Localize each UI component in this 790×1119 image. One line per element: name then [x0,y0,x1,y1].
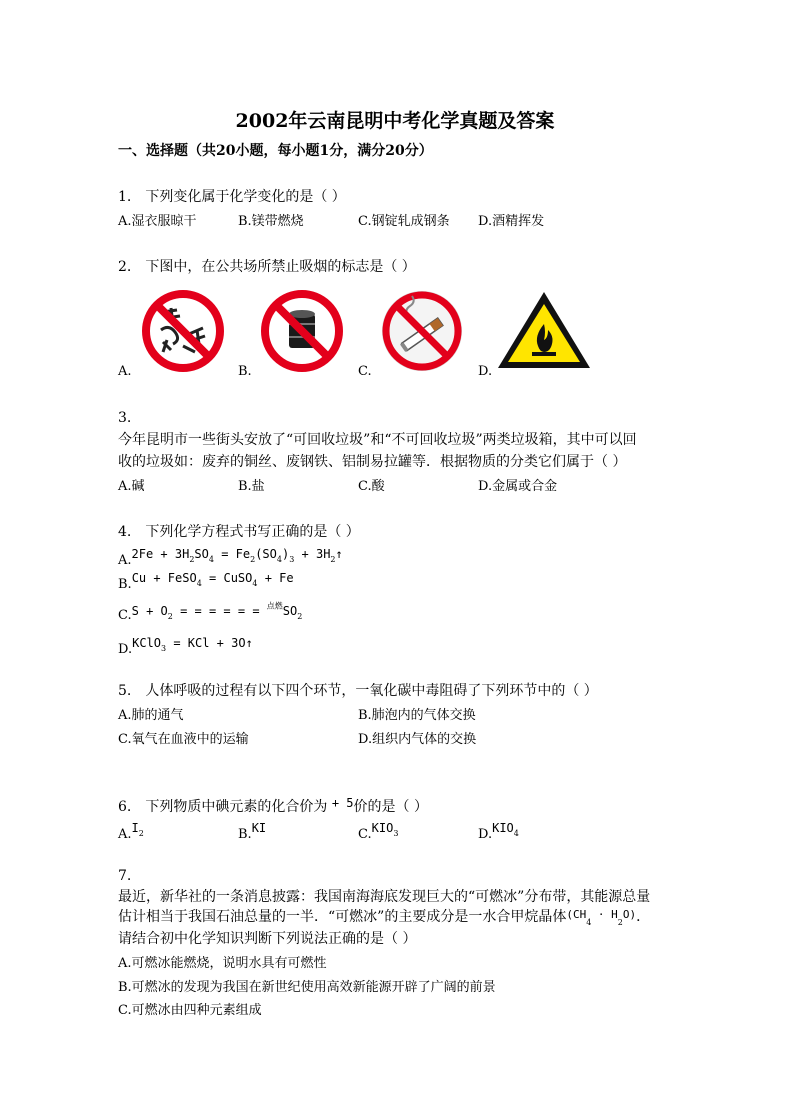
q7-line2-end: ． [636,909,651,925]
q6-stem-text: 价的是（ ） [353,799,428,815]
q4-a-label: A. [118,553,132,568]
q4-a-sub: 4 [276,555,282,565]
q4-a-sub: 4 [208,555,214,565]
q5-stem: 5. 人体呼吸的过程有以下四个环节，一氧化碳中毒阻碍了下列环节中的（ ） [118,683,598,699]
q6-option-d [478,817,519,842]
q5-option-b: B.肺泡内的气体交换 [358,708,476,723]
q6-option-c [358,817,399,842]
q4-a-eq-part: = Fe [213,547,251,561]
q1-option-a: A.湿衣服晾干 [118,214,197,229]
q4-a-eq-part: + 3H [294,547,331,561]
q4-option-b [118,567,294,592]
q6-b-formula: KI [251,821,267,835]
q6-d-label: D. [478,827,493,842]
q7-line2-text: 估计相当于我国石油总量的一半．“可燃冰”的主要成分是一水合甲烷晶体 [118,909,567,925]
q7-line2 [118,906,650,927]
q4-option-c [118,600,302,621]
q4-a-eq-part: SO [194,547,209,561]
q6-option-b [238,817,267,842]
q7-option-a: A.可燃冰能燃烧，说明水具有可燃性 [118,956,327,971]
q4-a-sub: 2 [330,555,336,565]
q4-a-eq-part: 2Fe + 3H [131,547,190,561]
q7-formula: O) [622,908,637,921]
q4-d-eq-part: = KCl + 3O↑ [166,636,253,650]
no-firecrackers-sign-icon [133,290,233,372]
q7-formula-sub: 4 [586,917,592,927]
q4-c-eq-part: S + O [131,604,168,618]
q6-a-formula: I [131,821,139,835]
q6-option-a [118,817,144,842]
q7-number: 7. [118,868,132,884]
q4-a-eq-part: ) [281,547,290,561]
q4-b-sub: 4 [252,579,258,589]
page-title: 2002年云南昆明中考化学真题及答案 [235,110,555,132]
q2-stem: 2. 下图中，在公共场所禁止吸烟的标志是（ ） [118,259,416,275]
q2-option-b: B. [238,364,252,379]
q4-d-label: D. [118,642,133,657]
q4-a-sub: 2 [189,555,195,565]
q1-stem: 1. 下列变化属于化学变化的是（ ） [118,189,346,205]
q4-b-eq-part: = CuSO [201,571,253,585]
q4-b-eq-part: + Fe [257,571,294,585]
q4-a-arrow: ↑ [335,547,343,561]
q6-stem-text: 6. 下列物质中碘元素的化合价为 [118,799,332,815]
q6-d-sub: 4 [513,829,519,839]
q6-a-label: A. [118,827,132,842]
q1-option-d: D.酒精挥发 [478,214,545,229]
q4-stem: 4. 下列化学方程式书写正确的是（ ） [118,524,360,540]
q6-d-formula: KIO [492,821,514,835]
q6-b-label: B. [238,827,252,842]
q4-c-label: C. [118,608,132,623]
no-smoking-sign-icon [372,290,472,372]
q3-number: 3. [118,410,132,426]
q4-a-eq-part: (SO [255,547,277,561]
flammable-warning-sign-icon [494,288,594,372]
section-heading: 一、选择题（共20小题，每小题1分，满分20分） [118,143,433,159]
q1-option-b: B.镁带燃烧 [238,214,304,229]
q4-a-sub: 2 [250,555,256,565]
q7-option-b: B.可燃冰的发现为我国在新世纪使用高效新能源开辟了广阔的前景 [118,980,496,995]
q3-line1: 今年昆明市一些街头安放了“可回收垃圾”和“不可回收垃圾”两类垃圾箱，其中可以回 [118,432,637,448]
q3-line2: 收的垃圾如：废弃的铜丝、废钢铁、铝制易拉罐等．根据物质的分类它们属于（ ） [118,454,627,470]
q6-stem [118,796,428,816]
q4-b-eq-part: Cu + FeSO [131,571,197,585]
q2-option-d: D. [478,364,493,379]
q3-option-b: B.盐 [238,479,265,494]
q4-option-a [118,543,343,568]
q3-option-c: C.酸 [358,479,385,494]
q5-option-a: A.肺的通气 [118,708,184,723]
no-fuel-drum-sign-icon [252,290,352,372]
q4-c-eq-part: SO [282,604,298,618]
q7-option-c: C.可燃冰由四种元素组成 [118,1003,262,1018]
q4-d-eq-part: KClO [132,636,161,650]
q4-b-sub: 4 [196,579,202,589]
q4-c-sub: 2 [167,612,173,622]
q4-a-sub: 3 [289,555,295,565]
q7-line1: 最近，新华社的一条消息披露：我国南海海底发现巨大的“可燃冰”分布带，其能源总量 [118,889,651,905]
q6-a-sub: 2 [138,829,144,839]
q4-d-sub: 3 [161,644,167,654]
q6-c-formula: KIO [371,821,394,835]
q7-formula: (CH [566,908,587,921]
q3-option-a: A.碱 [118,479,145,494]
q5-option-c: C.氧气在血液中的运输 [118,732,249,747]
q6-c-sub: 3 [393,829,399,839]
q4-c-condition: 点燃 [266,601,283,611]
q4-b-label: B. [118,577,132,592]
q7-formula-sub: 2 [617,917,623,927]
q2-option-c: C. [358,364,372,379]
q6-valence-value: + 5 [331,796,354,810]
q3-option-d: D.金属或合金 [478,479,558,494]
q1-option-c: C.钢锭轧成钢条 [358,214,450,229]
q7-formula: · H [591,908,618,921]
q5-option-d: D.组织内气体的交换 [358,732,477,747]
q4-c-sub: 2 [297,612,303,622]
q2-option-a: A. [118,364,132,379]
q6-c-label: C. [358,827,372,842]
q4-option-d [118,632,253,657]
q4-c-eq-part: = = = = = = [172,604,267,618]
q7-line3: 请结合初中化学知识判断下列说法正确的是（ ） [118,931,417,947]
